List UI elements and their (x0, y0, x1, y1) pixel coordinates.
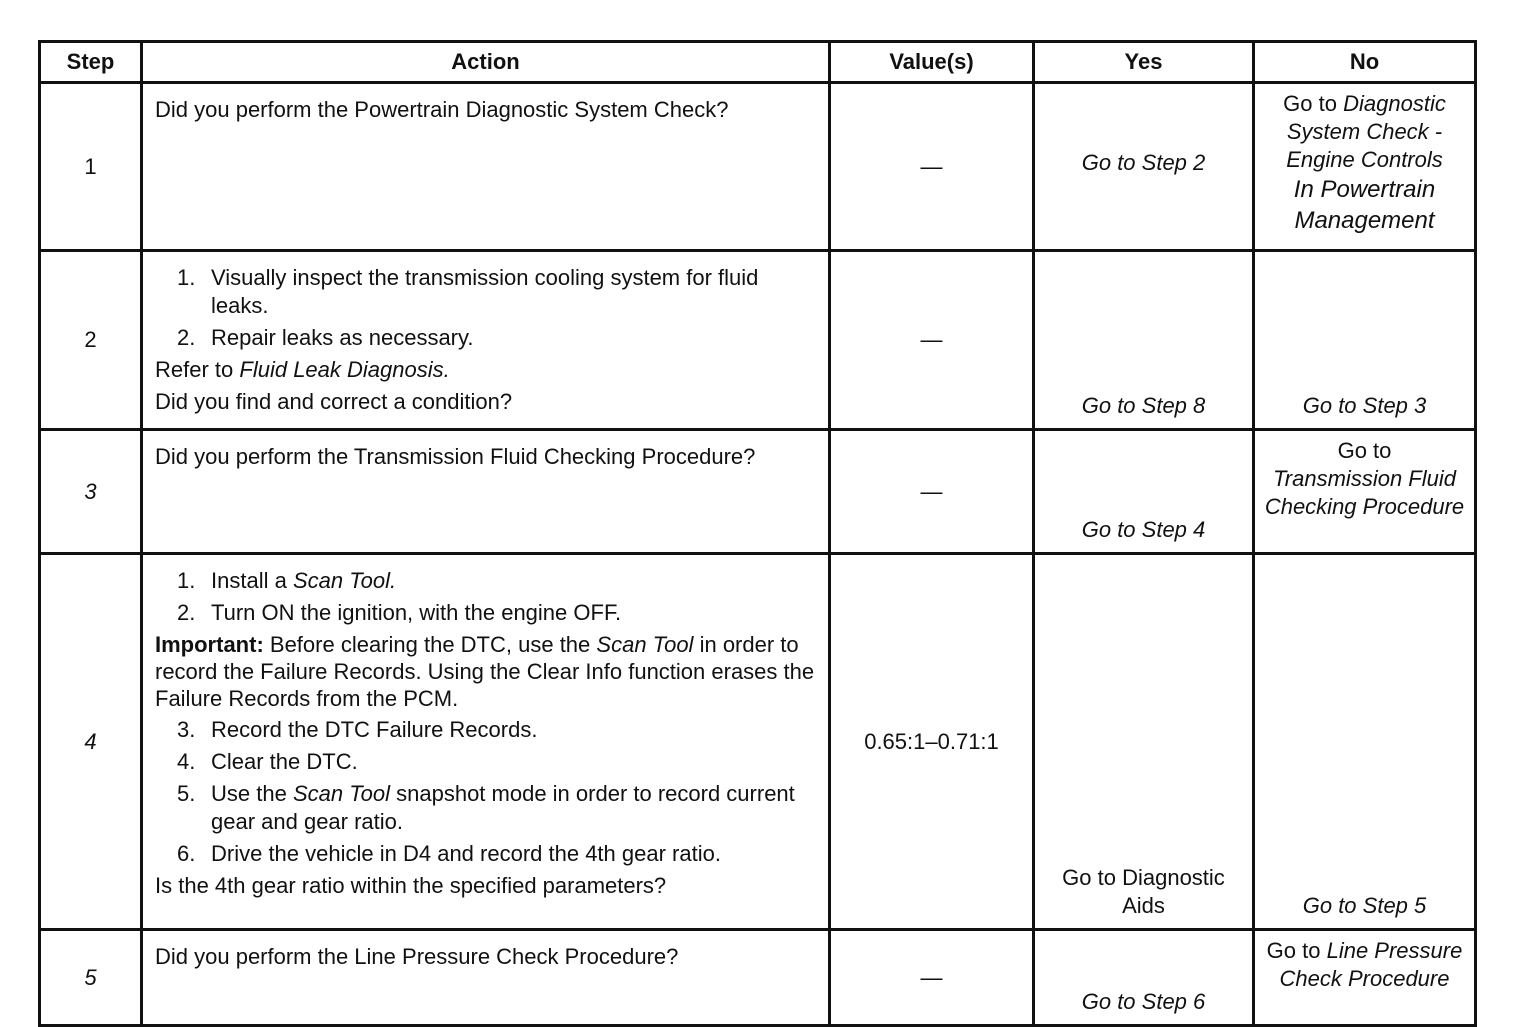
action-cell (142, 554, 830, 930)
yes-cell (1034, 430, 1254, 554)
header-row (40, 42, 1476, 83)
scan-tool-link[interactable]: Scan Tool (292, 781, 390, 806)
action-question: Did you perform the Line Pressure Check Procedure? (155, 944, 679, 969)
item-text: Record the DTC Failure Records. (211, 717, 538, 742)
value-cell: — (830, 430, 1034, 554)
item-text: Drive the vehicle in D4 and record the 4th gear ratio. (211, 841, 721, 866)
item-text: Turn ON the ignition, with the engine OFF. (211, 600, 622, 625)
scan-tool-link[interactable]: Scan Tool (596, 632, 694, 657)
yes-cell (1034, 83, 1254, 251)
no-cell (1254, 430, 1476, 554)
list-item (155, 840, 818, 868)
list-item (155, 567, 818, 595)
step-number: 2 (40, 251, 142, 430)
yes-link[interactable]: Go to Step 6 (1081, 989, 1206, 1014)
header-step: Step (40, 42, 142, 83)
action-cell (142, 83, 830, 251)
step-number: 3 (40, 430, 142, 554)
scan-tool-link[interactable]: Scan Tool. (292, 568, 397, 593)
action-cell (142, 930, 830, 1026)
table-row (40, 930, 1476, 1026)
yes-cell (1034, 251, 1254, 430)
item-text: Use the Scan Tool snapshot mode in order to record current gear and gear ratio. (211, 781, 795, 834)
list-item (155, 780, 818, 836)
refer-line (155, 356, 818, 384)
item-number: 1. (177, 568, 196, 593)
yes-cell (1034, 554, 1254, 930)
yes-cell (1034, 930, 1254, 1026)
action-question: Is the 4th gear ratio within the specified parameters? (155, 873, 667, 898)
no-link[interactable]: Diagnostic System Check - Engine Controls (1286, 91, 1446, 172)
item-text: Clear the DTC. (211, 749, 358, 774)
value-cell: 0.65:1–0.71:1 (830, 554, 1034, 930)
no-link[interactable]: Go to Step 5 (1302, 893, 1427, 918)
no-cell (1254, 930, 1476, 1026)
no-link[interactable]: Line Pressure Check Procedure (1279, 938, 1463, 991)
step-number: 1 (40, 83, 142, 251)
table-row (40, 83, 1476, 251)
item-number: 5. (177, 781, 196, 806)
refer-link[interactable]: Fluid Leak Diagnosis. (239, 357, 450, 382)
item-text: Repair leaks as necessary. (211, 325, 474, 350)
no-cell (1254, 251, 1476, 430)
item-number: 2. (177, 600, 196, 625)
value-cell: — (830, 251, 1034, 430)
table-row (40, 554, 1476, 930)
action-cell (142, 430, 830, 554)
action-question: Did you perform the Powertrain Diagnostic System Check? (155, 97, 729, 122)
yes-link[interactable]: Go to Step 4 (1081, 517, 1206, 542)
yes-link[interactable]: Go to Diagnostic Aids (1062, 865, 1225, 918)
diagnostic-table (38, 40, 1477, 1027)
important-label: Important: (155, 632, 264, 657)
important-note: Important: Before clearing the DTC, use the Scan Tool in order to record the Failure Records. Using the Clear Info function erases the Failure Records from the PCM. (155, 632, 815, 711)
no-cell (1254, 554, 1476, 930)
no-suffix: In Powertrain Management (1293, 176, 1436, 234)
yes-link[interactable]: Go to Step 2 (1081, 149, 1206, 175)
no-prefix: Go to (1337, 438, 1392, 463)
list-item (155, 264, 818, 320)
table-row (40, 251, 1476, 430)
no-prefix: Go to (1283, 91, 1337, 116)
item-number: 1. (177, 265, 196, 290)
header-action: Action (142, 42, 830, 83)
list-item (155, 716, 818, 744)
item-number: 3. (177, 717, 196, 742)
item-text: Install a Scan Tool. (211, 568, 397, 593)
list-item (155, 324, 818, 352)
header-yes: Yes (1034, 42, 1254, 83)
value-cell: — (830, 930, 1034, 1026)
header-no: No (1254, 42, 1476, 83)
value-cell: — (830, 83, 1034, 251)
no-link[interactable]: Go to Step 3 (1302, 393, 1427, 418)
yes-link[interactable]: Go to Step 8 (1081, 393, 1206, 418)
action-cell (142, 251, 830, 430)
step-number: 5 (40, 930, 142, 1026)
list-item (155, 748, 818, 776)
item-number: 6. (177, 841, 196, 866)
action-question: Did you find and correct a condition? (155, 389, 513, 414)
list-item (155, 599, 818, 627)
step-number: 4 (40, 554, 142, 930)
action-question: Did you perform the Transmission Fluid Checking Procedure? (155, 444, 756, 469)
item-text: Visually inspect the transmission cooling system for fluid leaks. (211, 265, 759, 318)
item-number: 4. (177, 749, 196, 774)
no-prefix: Go to (1266, 938, 1321, 963)
no-cell (1254, 83, 1476, 251)
table-row (40, 430, 1476, 554)
no-link[interactable]: Transmission Fluid Checking Procedure (1264, 466, 1465, 519)
item-number: 2. (177, 325, 196, 350)
header-values: Value(s) (830, 42, 1034, 83)
refer-prefix: Refer to (155, 357, 234, 382)
